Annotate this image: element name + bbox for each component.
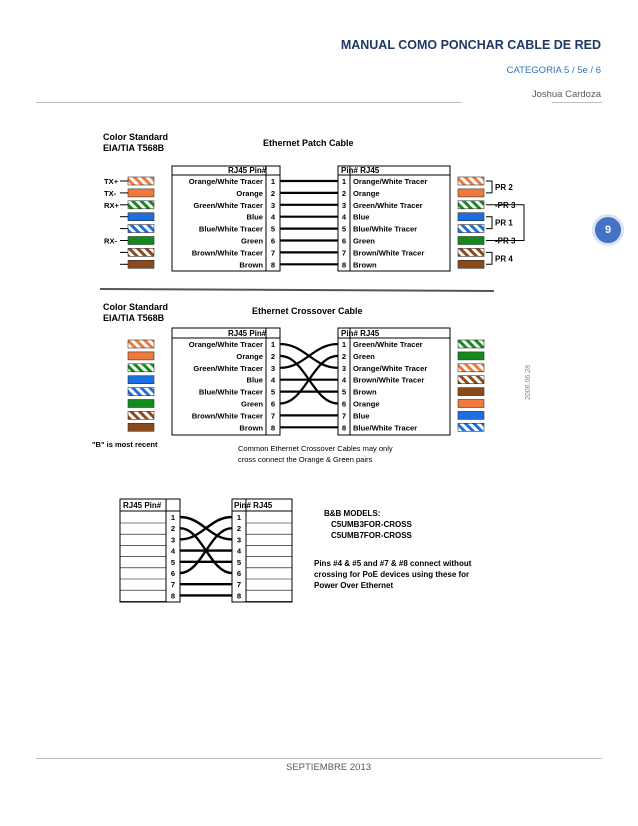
patch-signal-label: TX+ (104, 177, 119, 186)
patch-signal-label: RX- (104, 236, 118, 246)
cross-left-pin: 3 (270, 363, 276, 373)
cross-left-swatch (128, 388, 154, 396)
cross-right-swatch (458, 376, 484, 384)
patch-left-wire-label: Blue (246, 212, 263, 222)
patch-left-swatch (128, 213, 154, 221)
pair-label: -PR 3 (495, 200, 516, 210)
poe-left-pin: 2 (170, 524, 176, 534)
patch-signal-label: RX+ (104, 200, 119, 210)
patch-left-wire-label: Green/White Tracer (193, 200, 263, 210)
patch-right-wire-label: Blue/White Tracer (353, 224, 418, 234)
patch-signal-label: TX- (104, 188, 117, 198)
poe-right-pin: 8 (236, 591, 242, 601)
poe-left-pin: 1 (170, 513, 176, 522)
patch-right-pin: 6 (341, 236, 347, 246)
patch-left-swatch (128, 189, 154, 197)
date-stamp: 2006.06.28 (525, 364, 532, 400)
cross-left-header: RJ45 Pin# (228, 329, 267, 338)
cross-right-pin: 7 (341, 411, 347, 421)
footer-divider (36, 758, 602, 759)
cross-left-swatch (128, 423, 154, 431)
patch-right-wire-label: Brown/White Tracer (353, 248, 425, 258)
patch-right-swatch (458, 237, 484, 245)
models-title: B&B MODELS: (324, 509, 381, 518)
patch-left-header: RJ45 Pin# (228, 166, 267, 175)
poe-right-pin: 1 (236, 513, 242, 522)
wiring-diagram-figure (92, 128, 546, 628)
patch-standard-line2: EIA/TIA T568B (103, 143, 165, 153)
patch-left-swatch (128, 260, 154, 268)
patch-right-header: Pin# RJ45 (341, 166, 380, 175)
cross-left-pin: 6 (270, 399, 276, 409)
cross-left-wire-label: Blue (246, 375, 263, 385)
patch-right-pin: 2 (341, 188, 347, 198)
cross-right-wire-label: Blue (353, 411, 370, 421)
cross-right-pin: 6 (341, 399, 347, 409)
pair-label: PR 1 (495, 218, 513, 228)
cross-left-pin: 5 (270, 387, 276, 397)
patch-right-wire-label: Orange/White Tracer (353, 177, 428, 186)
patch-left-wire-label: Orange/White Tracer (188, 177, 263, 186)
document-author: Joshua Cardoza (531, 89, 601, 100)
crossover-note-line2: cross connect the Orange & Green pairs (238, 455, 373, 464)
cross-right-header: Pin# RJ45 (341, 329, 380, 338)
cross-left-pin: 1 (270, 340, 276, 349)
cross-left-swatch (128, 352, 154, 360)
cross-left-swatch (128, 364, 154, 372)
patch-left-pin: 3 (270, 200, 276, 210)
cross-left-pin: 8 (270, 423, 276, 433)
crossover-cable-title: Ethernet Crossover Cable (252, 306, 363, 316)
cross-right-pin: 3 (341, 363, 347, 373)
patch-left-pin: 7 (270, 248, 276, 258)
patch-right-swatch (458, 225, 484, 233)
patch-left-pin: 8 (270, 260, 276, 270)
cross-right-swatch (458, 364, 484, 372)
cross-left-wire-label: Green (241, 399, 263, 409)
poe-right-pin: 3 (236, 535, 242, 545)
poe-left-pin: 8 (170, 591, 176, 601)
cross-right-wire-label: Blue/White Tracer (353, 423, 418, 433)
patch-left-pin: 1 (270, 177, 276, 186)
pair-label: PR 4 (495, 254, 513, 264)
footer-date: SEPTIEMBRE 2013 (286, 762, 372, 773)
patch-right-swatch (458, 189, 484, 197)
cross-left-swatch (128, 400, 154, 408)
cross-right-wire-label: Green/White Tracer (353, 340, 423, 349)
patch-right-swatch (458, 260, 484, 268)
cross-right-wire-label: Brown/White Tracer (353, 375, 425, 385)
patch-right-pin: 3 (341, 200, 347, 210)
crossover-wire (280, 344, 338, 368)
model-1: C5UMB3FOR-CROSS (331, 520, 412, 529)
pair-label: PR 2 (495, 183, 513, 192)
patch-right-wire-label: Blue (353, 212, 370, 222)
cross-right-swatch (458, 388, 484, 396)
model-2: C5UMB7FOR-CROSS (331, 531, 412, 540)
cross-right-swatch (458, 411, 484, 419)
cross-left-wire-label: Orange/White Tracer (188, 340, 263, 349)
poe-left-pin: 6 (170, 569, 176, 578)
poe-left-header: RJ45 Pin# (123, 501, 162, 510)
cross-right-wire-label: Brown (353, 387, 377, 397)
cross-right-pin: 8 (341, 423, 347, 433)
cross-left-wire-label: Brown/White Tracer (191, 411, 263, 421)
patch-left-wire-label: Brown (239, 260, 263, 270)
document-title: MANUAL COMO PONCHAR CABLE DE RED (340, 38, 601, 52)
cross-left-wire-label: Brown (239, 423, 263, 433)
patch-right-swatch (458, 248, 484, 256)
cross-right-pin: 1 (341, 340, 347, 349)
cross-right-wire-label: Orange (353, 399, 380, 409)
poe-left-pin: 4 (170, 546, 176, 556)
cross-right-pin: 4 (341, 375, 347, 385)
poe-note-line3: Power Over Ethernet (314, 581, 394, 590)
poe-right-pin: 7 (236, 580, 242, 590)
patch-left-pin: 6 (270, 236, 276, 246)
crossover-note-line1: Common Ethernet Crossover Cables may only (238, 444, 393, 453)
cross-left-swatch (128, 411, 154, 419)
patch-right-pin: 1 (341, 177, 347, 186)
patch-left-wire-label: Brown/White Tracer (191, 248, 263, 258)
pair-label: -PR 3 (495, 236, 516, 246)
pair-bracket (486, 252, 513, 264)
poe-note-line2: crossing for PoE devices using these for (314, 570, 470, 579)
header-divider-right (552, 102, 602, 103)
poe-note-line1: Pins #4 & #5 and #7 & #8 connect without (314, 559, 472, 568)
patch-right-wire-label: Orange (353, 188, 380, 198)
poe-right-pin: 4 (236, 546, 242, 556)
cross-right-swatch (458, 400, 484, 408)
patch-right-pin: 4 (341, 212, 347, 222)
patch-left-swatch (128, 237, 154, 245)
patch-right-swatch (458, 201, 484, 209)
patch-left-pin: 5 (270, 224, 276, 234)
note-b-recent: "B" is most recent (92, 440, 158, 449)
patch-left-wire-label: Green (241, 236, 263, 246)
patch-left-pin: 4 (270, 212, 276, 222)
cross-standard-line2: EIA/TIA T568B (103, 313, 165, 323)
patch-left-pin: 2 (270, 188, 276, 198)
header-divider (36, 102, 462, 103)
cross-left-wire-label: Blue/White Tracer (198, 387, 263, 397)
cross-left-wire-label: Orange (236, 351, 263, 361)
patch-cable-title: Ethernet Patch Cable (263, 138, 354, 148)
poe-right-pin: 5 (236, 557, 242, 567)
cross-left-swatch (128, 376, 154, 384)
poe-left-pin: 7 (170, 580, 176, 590)
page-number-badge: 9 (592, 214, 624, 246)
patch-left-wire-label: Blue/White Tracer (198, 224, 263, 234)
cross-left-pin: 2 (270, 351, 276, 361)
patch-left-swatch (128, 248, 154, 256)
cross-right-pin: 2 (341, 351, 347, 361)
patch-left-swatch (128, 201, 154, 209)
patch-right-pin: 5 (341, 224, 347, 234)
patch-left-swatch (128, 225, 154, 233)
cross-right-wire-label: Green (353, 351, 375, 361)
cross-right-swatch (458, 352, 484, 360)
cross-right-wire-label: Orange/White Tracer (353, 363, 428, 373)
poe-left-pin: 5 (170, 557, 176, 567)
cross-right-swatch (458, 423, 484, 431)
patch-right-wire-label: Green/White Tracer (353, 200, 423, 210)
section-divider (100, 289, 494, 291)
patch-right-wire-label: Brown (353, 260, 377, 270)
patch-right-wire-label: Green (353, 236, 375, 246)
poe-right-pin: 6 (236, 569, 242, 578)
document-subtitle: CATEGORIA 5 / 5e / 6 (506, 65, 601, 76)
patch-right-pin: 8 (341, 260, 347, 270)
pair-bracket (486, 181, 513, 193)
patch-right-swatch (458, 177, 484, 185)
cross-left-pin: 7 (270, 411, 276, 421)
poe-left-pin: 3 (170, 535, 176, 545)
cross-left-wire-label: Green/White Tracer (193, 363, 263, 373)
cross-left-pin: 4 (270, 375, 276, 385)
patch-standard-line1: Color Standard (103, 132, 169, 142)
poe-wire (180, 517, 232, 539)
poe-right-header: Pin# RJ45 (234, 501, 273, 510)
cross-left-swatch (128, 340, 154, 348)
poe-right-pin: 2 (236, 524, 242, 534)
patch-left-swatch (128, 177, 154, 185)
pair-bracket-pr1 (486, 217, 513, 229)
cross-right-pin: 5 (341, 387, 347, 397)
cross-standard-line1: Color Standard (103, 302, 169, 312)
patch-right-swatch (458, 213, 484, 221)
patch-right-pin: 7 (341, 248, 347, 258)
cross-right-swatch (458, 340, 484, 348)
patch-left-wire-label: Orange (236, 188, 263, 198)
